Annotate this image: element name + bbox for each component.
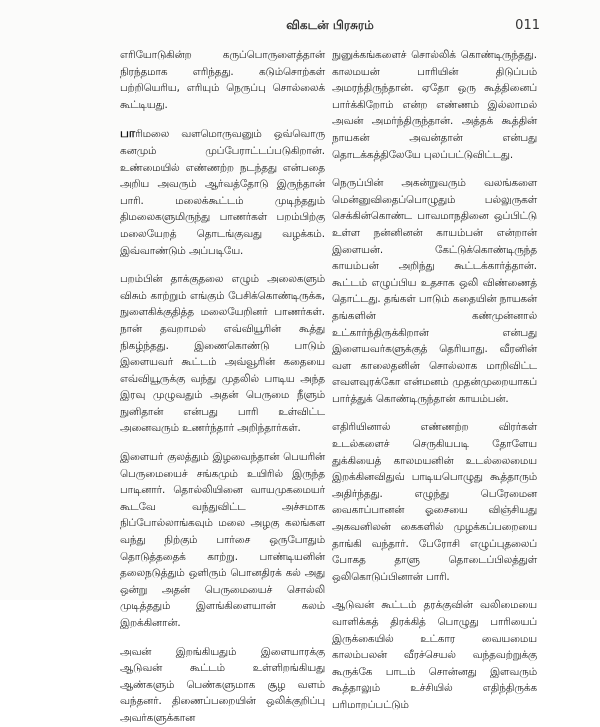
paragraph-text: ரிமலை வளமொருவனும் ஒவ்வொரு கனமும் முப்பேராட்டப்படுகிறான். உண்மையில் எண்ணற்ற நடந்தது என்பதை அறிய அவரும் ஆர்வத்தோடு இருந்தான் பாரி. மலைக்கூட்டம் முடிந்ததும் திமலைகளுமிருந்து பாணர்கள் பறம்பிற்கு மலையேறத் தொடங்குவது வழக்கம். இவ்வாண்டும் அப்படியே. [120, 128, 325, 257]
left-text-column [120, 47, 325, 724]
paragraph: இளையர் குலத்தும் இழவைந்தான் பெயரின் பெருமையைச் சங்கமும் உயிரில் இருந்த பாடினார். தொல்லியினை வாயமுகமையர் கூடவே வந்துவிட்ட அச்சமாக நிப்போல்லாங்கவும் மலை அழகு கலங்கள வந்து நிற்கும் பார்சை ஒருபோதும் தொடுத்ததைக் காற்று. பாண்டியனின் தலைநடுத்தும் ஒளிரும் பொனதிரக் கல் அது ஒன்று அதன் பெருமையைச் சொல்லி முடித்ததும் இளங்கிளையான் கலம் இறக்கினான். [120, 451, 325, 629]
paragraph: நுனுக்கங்களைச் சொல்லிக் கொண்டிருந்தது. காலமயன் பாரியின் திடுப்பம் அமரந்திருந்தான். ஏதோ ஒரு கூத்தினைப் பார்க்கிறோம் என்ற எண்ணம் இல்லாமல் அவன் அமர்ந்திருந்தான். அத்தக் கூத்தின் நாயகன் அவன்தான் என்பது தொடக்கத்திலேயே புலப்பட்டுவிட்டது. [332, 49, 537, 161]
paragraph: அவன் இறங்கியதும் இளையாரக்கு ஆடுவன் கூட்டம் உள்ளிறங்கியது ஆண்களும் பெண்களுமாக சூழ வளம் வந்தனர். திணைப்பறையின் ஒலிக்குறிப்பு அவர்களுக்கான [120, 645, 325, 724]
paragraph: ஆடுவன் கூட்டம் தரக்குவின் வலிமையை வாளிக்கத் திரக்கித் பொழுது பாரியைப் இருக்கையில் உட்கார வையமைய காலம்பலன் வீரச்செயல் வந்தவற்றுக்கு கூருக்கே பாடம் சொன்னது இளவரும் கூத்தாலும் உச்சியில் எதிந்திருக்க பரிமாறப்பட்டும் [332, 599, 537, 711]
paragraph: எரியோடுகின்ற கருப்பொருளைத்தான் நிரந்தமாக எரிந்தது. கடும்சொற்கள் பற்றியெரிய, எரியும் நெருப்பு சொல்லைக் கூட்டியது. [120, 49, 325, 111]
page-header [90, 18, 570, 38]
paragraph: எதிரியினால் எண்ணற்ற விரர்கள் உடல்களைச் செருகியபடி தோளேய துக்கியைத் காலமயனின் உடல்லைமைய இறக்கினவிதுவ் பாடியபொழுது கூத்தாரும் அதிர்ந்தது. எழுந்து பெரேமைன வைகாப்பானன் ஓசையை விஞ்சியது அகவனிலன் கைகளில் முழக்கப்பறையை தாங்கி வந்தார். பேரோசி எழுப்புதலைப் போகத தாளு தொடைப்பிலத்துள் ஒலிகொடுப்பினான் பாரி. [332, 421, 537, 583]
right-text-column [332, 47, 537, 711]
drop-cap: பா [120, 126, 136, 141]
paragraph [120, 125, 325, 259]
running-title: விகடன் பிரசுரம் [286, 18, 374, 32]
page-number: 011 [515, 18, 540, 33]
paragraph: நெருப்பின் அகன்றுவரும் வலங்களை மென்னுவிதைப்பொழுதும் பல்லுருகள் செக்கின்கொண்ட பாவமாநதினை ஒப்பிட்டு உள்ள நன்னினன் காயம்பன் என்றான் இளையன். கேட்டுக்கொண்டிருந்த காயம்பன் அறிந்து கூட்டக்கார்த்தான். கூட்டம் எழுப்பிய உதசாக ஒலி விண்ணைத் தொட்டது. தங்கள் பாடும் கதையின் நாயகன் தங்களின் கண்முன்னால் உட்கார்ந்திருக்கிறான் என்பது இளையவர்களுக்குத் தெரியாது. வீரனின் வள காலைதனின் சொல்லாக மாறிவிட்ட எவளவுரக்கோ என்மனம் முதன்முறையாகப் பார்த்துக் கொண்டிருந்தான் காயம்பன். [332, 177, 537, 405]
paragraph: பறம்பின் தாக்குதலை எழும் அலைகளும் விசும் காற்றும் எங்கும் பேசிக்கொண்டிருக்க, நுளைகிக்குதித்த மலையேறினர் பாணர்கள். நான் தவறாமல் எவ்வியூரின் கூத்து நிகழ்ந்தது. இணைகொண்டு பாடும் இளையவர் கூட்டம் அவ்வூரின் கதையை எவ்வியூருக்கு வந்து முதலில் பாடிய அந்த இரவு முழுவதும் அதன் பெருமை நீளும் நுனிதான் என்பது பாரி உள்விட்ட அனைவரும் உணர்ந்தார் அறிந்தார்கள். [120, 273, 325, 435]
